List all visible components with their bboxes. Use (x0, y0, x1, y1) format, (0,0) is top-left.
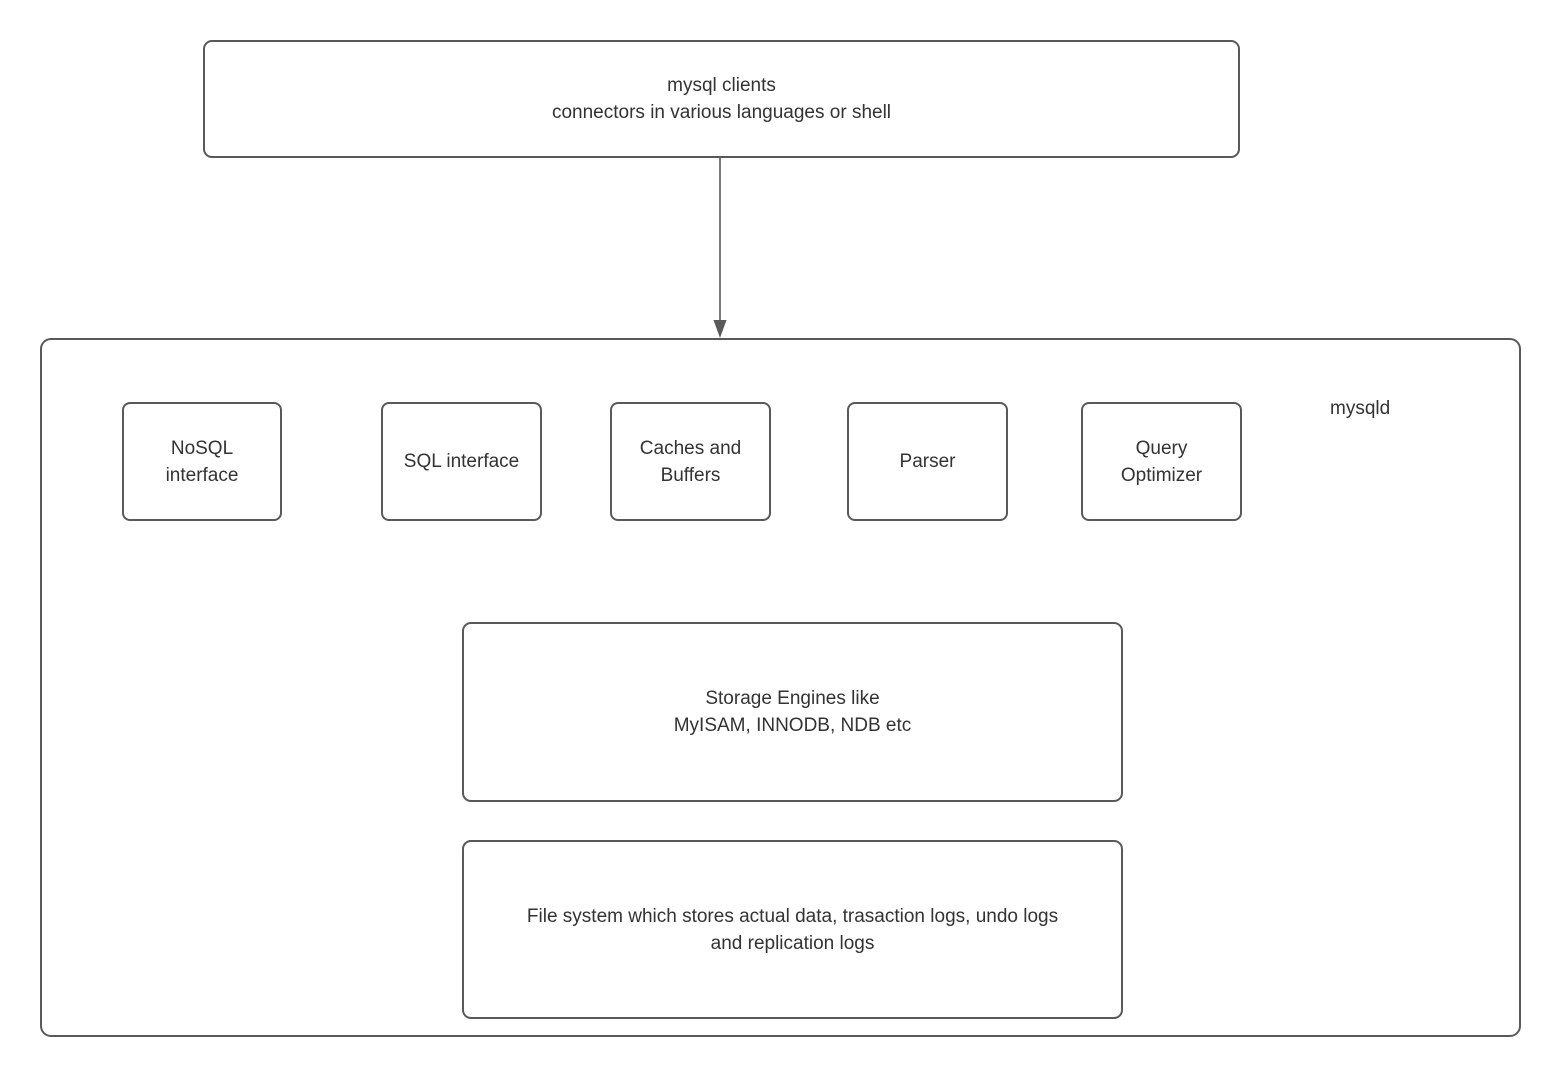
nosql-interface-line2: interface (165, 464, 239, 486)
sql-interface-line1: SQL interface (403, 451, 520, 472)
storage-engines-line1: Storage Engines like (705, 688, 880, 709)
sql-interface-box (381, 402, 542, 521)
caches-and-buffers-line2: Buffers (660, 464, 721, 486)
mysqld-container-box (40, 338, 1521, 1037)
mysql-clients-line2: connectors in various languages or shell (551, 102, 892, 123)
mysql-clients-box (203, 40, 1240, 158)
arrow-down-icon (708, 158, 732, 338)
caches-and-buffers-line1: Caches and (639, 437, 742, 459)
parser-box (847, 402, 1008, 521)
file-system-line2: and replication logs (710, 932, 875, 954)
parser-line1: Parser (899, 451, 956, 472)
query-optimizer-line1: Query (1135, 437, 1188, 459)
query-optimizer-line2: Optimizer (1120, 464, 1203, 486)
mysql-clients-line1: mysql clients (667, 75, 776, 96)
query-optimizer-box (1081, 402, 1242, 521)
nosql-interface-box (122, 402, 282, 521)
mysqld-label: mysqld (1330, 398, 1391, 419)
storage-engines-line2: MyISAM, INNODB, NDB etc (673, 715, 912, 736)
file-system-box (462, 840, 1123, 1019)
storage-engines-box (462, 622, 1123, 802)
caches-and-buffers-box (610, 402, 771, 521)
nosql-interface-line1: NoSQL (170, 437, 234, 459)
file-system-line1: File system which stores actual data, trasaction logs, undo logs (526, 905, 1059, 927)
